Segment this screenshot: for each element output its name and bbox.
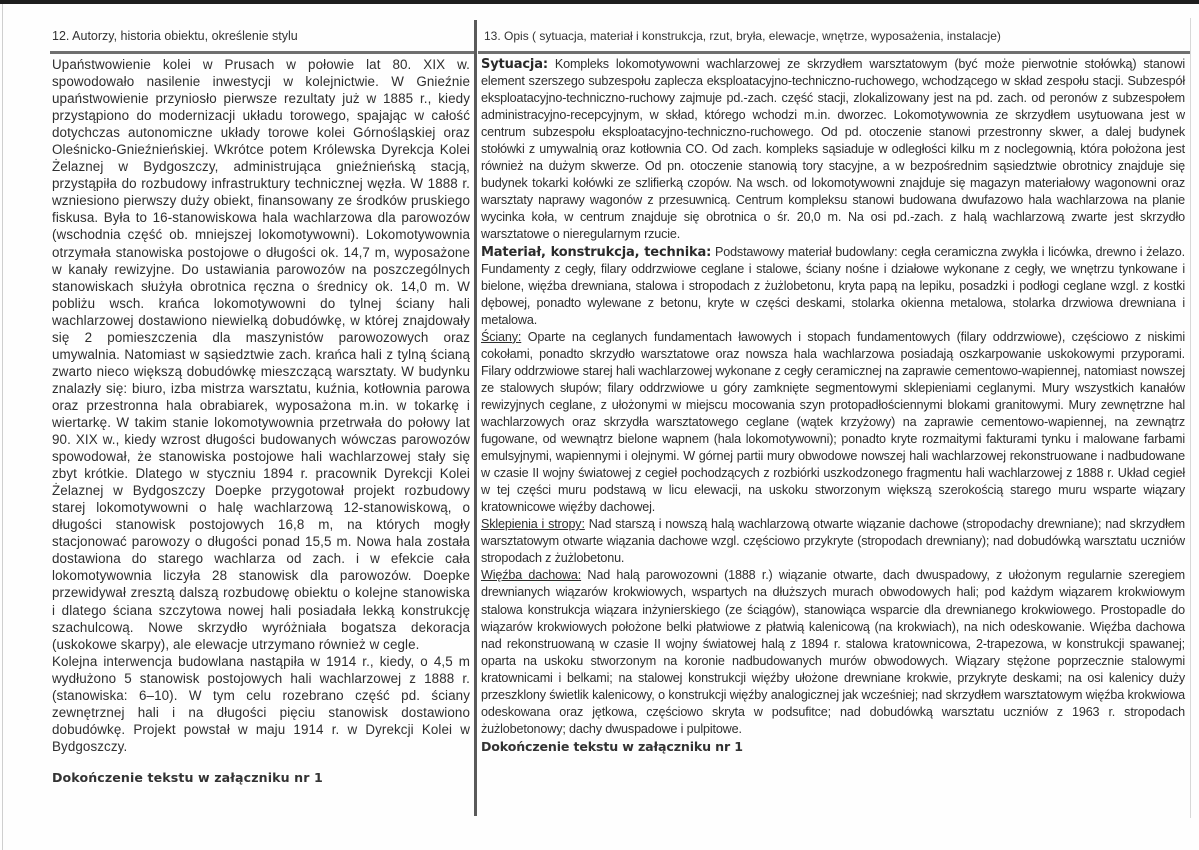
continuation-note: Dokończenie tekstu w załączniku nr 1 <box>481 738 743 754</box>
subsection-heading: Sklepienia i stropy: <box>481 517 585 532</box>
subsection-situation <box>481 56 1185 244</box>
subsection-text: Nad starszą i nowszą halą wachlarzową otwarte wiązanie dachowe (stropodachy drewniane); nad skrzydłem warsztatowym otwarte wiązania dachowe wzgl. częściowo przykryte (stropodach drewniany); nad dobudówką warsztatu uczniów stropodach z żużlobetonu. <box>481 517 1185 566</box>
page-left-border <box>2 4 3 850</box>
subsection-text: Oparte na ceglanych fundamentach ławowych i stopach fundamentowych (filary oddrzwiowe), częściowo z niskimi cokołami, ponadto skrzydło warsztatowe oraz nowsza hala wachlarzowa posiadają oszkarpowanie uskokowymi przyporami. Filary oddrzwiowe starej hali wachlarzowej wykonane z cegły ceramicznej na zaprawie cementowo-wapiennej, natomiast nowszej ze stalowych słupów; filary oddrzwiowe u góry zamknięte segmentowymi sklepieniami ceglanymi. Mury wszystkich kanałów rewizyjnych ceglane, z ułożonymi w miejscu mocowania szyn protopadłościennymi blokami granitowymi. Mury zewnętrzne hal wachlarzowych oraz skrzydła warsztatowego ceglane (wątek krzyżowy) na zaprawie cementowo-wapiennej, na zewnątrz fugowane, od wewnątrz bielone wapnem (hala lokomotywowni); ponadto kryte rozmaitymi fakturami tynku i malowane farbami emulsyjnymi, wapiennymi i olejnymi. W górnej partii mury obwodowe nowszej hali wachlarzowej rekonstruowane i nadbudowane w czasie II wojny światowej z cegieł pochodzących z rozbiórki uszkodzonego fragmentu hali wachlarzowej z 1888 r. Układ cegieł w tej części muru podstawą w licu elewacji, na uskoku stworzonym większą szerokością starego muru wsparte wiązary kratownicowe więźby dachowej. <box>481 329 1185 515</box>
section-13-description-column <box>481 56 1185 755</box>
form-header-row <box>0 20 1199 52</box>
section-12-history-column <box>52 56 470 786</box>
section-13-header-rule <box>478 51 1190 54</box>
history-paragraph: Upaństwowienie kolei w Prusach w połowie lat 80. XIX w. spowodowało nasilenie inwestycji w kolejnictwie. W Gnieźnie upaństwowienie przyniosło pierwsze rezultaty już w 1885 r., kiedy przystąpiono do modernizacji układu torowego, spajając w całość dotychczas autonomiczne układy torowe kolei Górnośląskiej oraz Oleśnicko-Gnieźnieńskiej. Wkrótce potem Królewska Dyrekcja Kolei Żelaznej w Bydgoszczy, administrująca gnieźnieńską stacją, przystąpiła do rozbudowy infrastruktury technicznej węzła. W 1888 r. wzniesiono pierwszy duży obiekt, finansowany ze środków pruskiego fiskusa. Była to 16-stanowiskowa hala wachlarzowa dla parowozów (wschodnia część ob. mniejszej lokomotywowni). Lokomotywownia otrzymała stanowiska postojowe o długości ok. 14,7 m, wyposażone w kanały rewizyjne. Do ustawiania parowozów na poszczególnych stanowiskach służyła obrotnica ręczna o średnicy ok. 14,0 m. W pobliżu wsch. krańca lokomotywowni do tylnej ściany hali wachlarzowej dostawiono niewielką dobudówkę, w której znajdowały się 2 pomieszczenia dla maszynistów parowozowych oraz umywalnia. Natomiast w sąsiedztwie zach. krańca hali z tylną ścianą zwarto nieco większą dobudówkę mieszczącą warsztaty. W budynku znalazły się: biuro, izba mistrza warsztatu, kuźnia, kotłownia parowa oraz przestronna hala obrabiarek, wyposażona m.in. w tokarkę i wiertarkę. W takim stanie lokomotywownia przetrwała do połowy lat 90. XIX w., kiedy wzrost długości budowanych wówczas parowozów spowodował, że stanowiska postojowe hali wachlarzowej stały się zbyt krótkie. Dlatego w styczniu 1894 r. pracownik Dyrekcji Kolei Żelaznej w Bydgoszczy Doepke przygotował projekt rozbudowy starej lokomotywowni o halę wachlarzową 12-stanowiskową, o długości stanowisk postojowych 16,8 m, na których mogły stacjonować parowozy o długości ponad 15,5 m. Nowa hala została dostawiona do starego wachlarza od zach. i w efekcie cała lokomotywownia liczyła 28 stanowisk dla parowozów. Doepke przewidywał zresztą dalszą rozbudowę obiektu o kolejne stanowiska i dlatego ściana szczytowa nowej hali posiadała lekką konstrukcję szachulcową. Nowe skrzydło wyróżniała bogatsza dekoracja (uskokowe skarpy), ale elewacje utrzymano również w cegle. <box>52 57 470 652</box>
subsection-heading: Sytuacja: <box>481 57 548 72</box>
continuation-note: Dokończenie tekstu w załączniku nr 1 <box>52 769 323 785</box>
subsection-text: Podstawowy materiał budowlany: cegła ceramiczna zwykła i licówka, drewno i żelazo. Fundamenty z cegły, filary oddrzwiowe ceglane i stalowe, ściany nośne i działowe wykonane z cegły, we wnętrzu tynkowane i bielone, więźba drewniana, stalowa i stropodach z żużlobetonu, kryta papą na lepiku, posadzki i podłogi ceglane wzgl. z kostki dębowej, ponadto wylewane z betonu, kryte w części deskami, stolarka okienna metalowa, stolarka drzwiowa drewniana i metalowa. <box>481 244 1185 327</box>
section-13-title: 13. Opis ( sytuacja, materiał i konstrukcja, rzut, bryła, elewacje, wnętrze, wyposażenia, instalacje) <box>484 29 1001 43</box>
section-12-title: 12. Autorzy, historia obiektu, określenie stylu <box>52 29 298 43</box>
subsection-roof-truss <box>481 567 1185 737</box>
page-right-border <box>1190 18 1191 818</box>
scan-top-edge <box>0 0 1199 4</box>
subsection-heading: Ściany: <box>481 329 522 344</box>
subsection-heading: Więźba dachowa: <box>481 568 582 583</box>
column-divider <box>474 20 477 816</box>
history-paragraph: Kolejna interwencja budowlana nastąpiła w 1914 r., kiedy, o 4,5 m wydłużono 5 stanowisk postojowych hali wachlarzowej z 1888 r. (stanowiska: 6–10). W tym celu rozebrano część pd. ściany zewnętrznej hali i na długości pięciu stanowisk dostawiono dobudówkę. Projekt powstał w maju 1914 r. w Dyrekcji Kolei w Bydgoszczy. <box>52 653 470 754</box>
subsection-heading: Materiał, konstrukcja, technika: <box>481 244 712 260</box>
subsection-text: Kompleks lokomotywowni wachlarzowej ze skrzydłem warsztatowym (być może pierwotnie stołówką) stanowi element szerszego subzespołu zaplecza eksploatacyjno-techniczno-ruchowego, wchodzącego w skład zespołu stacji. Subzespół eksploatacyjno-techniczno-ruchowy zajmuje pd.-zach. część stacji, zlokalizowany jest na pd. zach. od peronów z subzespołem administracyjno-recepcyjnym, w skład, którego wchodzi m.in. dworzec. Lokomotywownia ze skrzydłem usytuowana jest w centrum subzespołu eksploatacyjno-techniczno-ruchowego. Od pd. otoczenie stanowi przestronny skwer, a dalej budynek stołówki z umywalnią oraz kotłownia CO. Od zach. kompleks sąsiaduje w odległości kilku m z noclegownią, która położona jest również na dużym skwerze. Od pn. otoczenie stanowią tory stacyjne, a w bezpośrednim sąsiedztwie obrotnicy znajduje się budynek tokarki kołówki ze szlifierką czopów. Na wsch. od lokomotywowni znajduje się magazyn materiałowy wagonowni oraz warsztaty naprawy wagonów z przesuwnicą. Centrum kompleksu stanowi budowana dwufazowo hala wachlarzowa na planie wycinka koła, w centrum znajduje się obrotnica o śr. 20,0 m. Na osi pd.-zach. z halą wachlarzową zwarte jest skrzydło warsztatowe o nieregularnym rzucie. <box>481 57 1185 242</box>
subsection-text: Nad halą parowozowni (1888 r.) wiązanie otwarte, dach dwuspadowy, z ułożonym regularnie szeregiem drewnianych wiązarów krokwiowych, wspartych na dłuższych murach obwodowych hali; pod każdym wiązarem krokwiowym stalowa konstrukcja wiązara inżynierskiego (ze ściągów), stanowiąca wsparcie dla drewnianego krokwiowego. Prostopadle do wiązarów krokwiowych położone belki płatwiowe z płatwią kalenicową (na krokwiach), na nich odeskowanie. Więźba dachowa nad rekonstruowaną w czasie II wojny światowej halą z 1894 r. stalowa kratownicowa, 2-trapezowa, w konstrukcji spawanej; oparta na uskoku stworzonym na koronie nadbudowanych murów obwodowych. Wiązary stężone poprzecznie stalowymi kratownicami i belkami; na stalowej konstrukcji więźby ułożone drewniane krokwie, przykryte deskami; na osi kalenicy duży przeszklony świetlik kalenicowy, o konstrukcji więźby analogicznej jak wcześniej; nad skrzydłem warsztatowym więźba krokwiowa odeskowana oraz jętkowa, częściowo skryta w podsufitce; nad dobudówką warsztatu uczniów z 1963 r. stropodach żużlobetonowy; dachy dwuspadowe i pulpitowe. <box>481 568 1185 736</box>
subsection-walls <box>481 329 1185 517</box>
section-12-header-rule <box>50 51 475 54</box>
subsection-material <box>481 244 1185 329</box>
subsection-vaults-ceilings <box>481 516 1185 567</box>
